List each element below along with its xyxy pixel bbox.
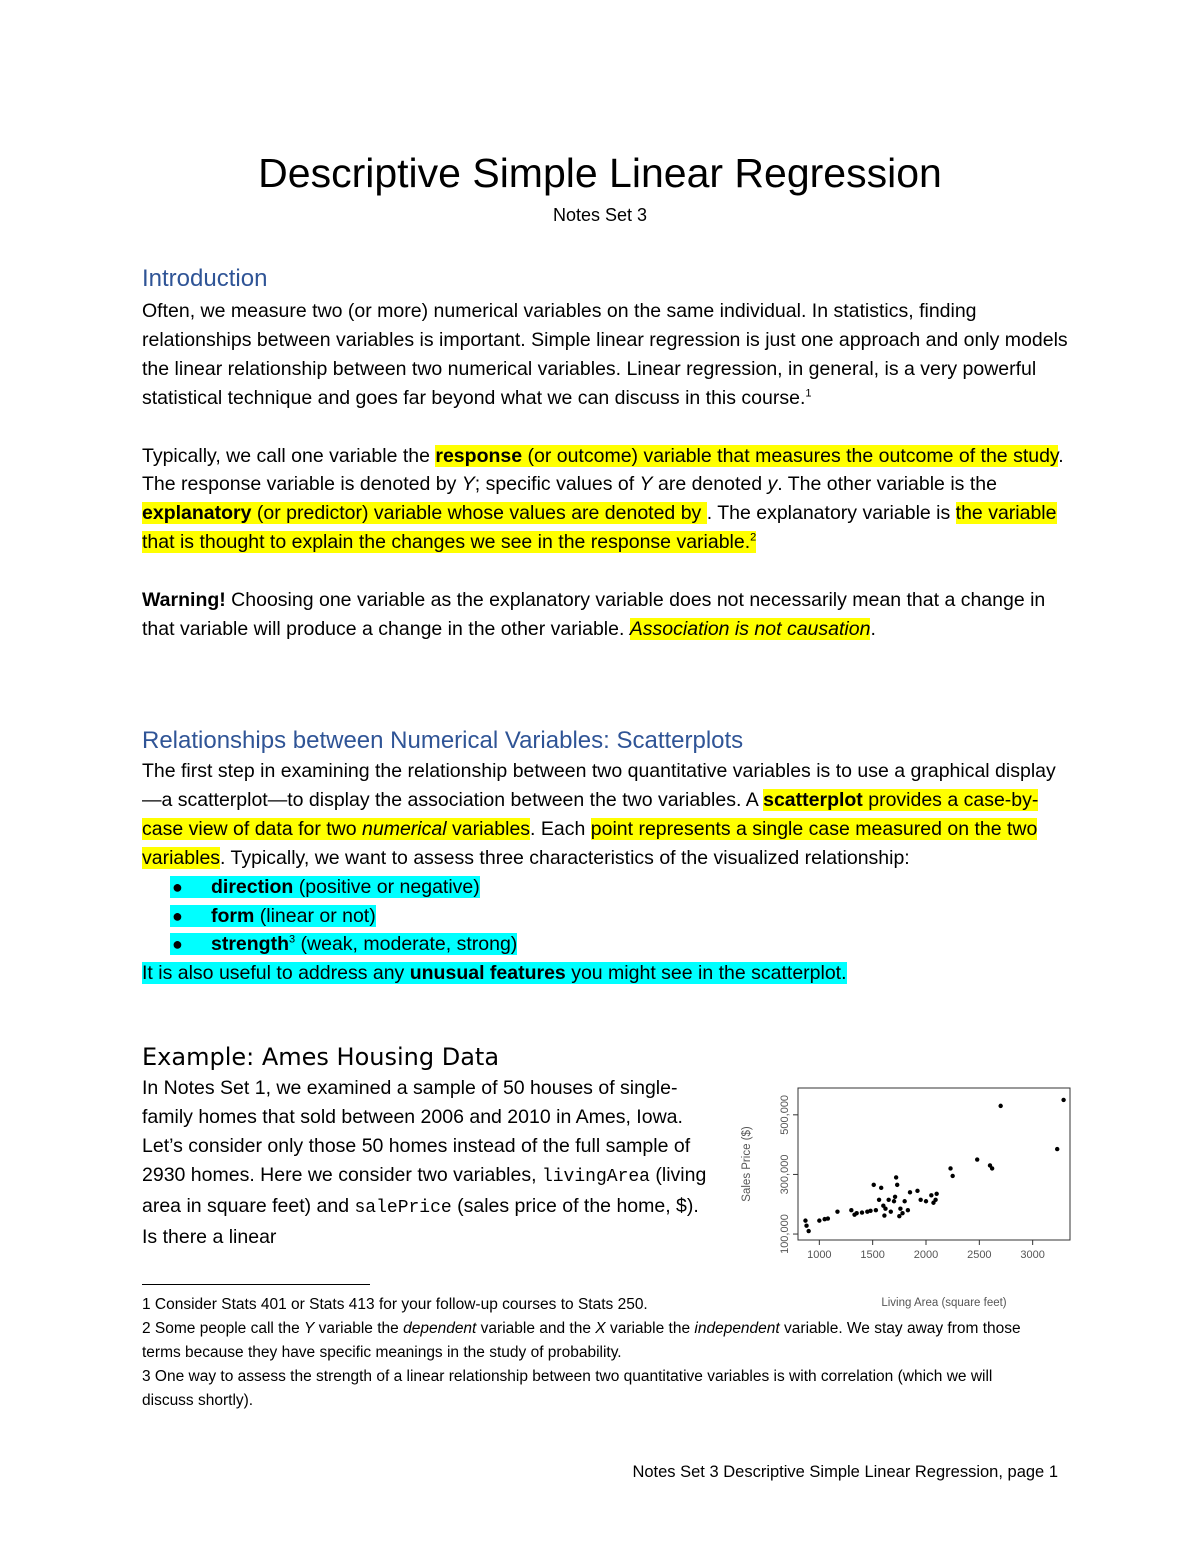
data-point [893, 1195, 897, 1199]
data-point [826, 1216, 830, 1220]
x-tick-label: 2500 [967, 1249, 992, 1261]
term-response: response [435, 444, 523, 467]
example-paragraph [142, 1074, 707, 1251]
data-point [934, 1192, 938, 1196]
text-run: form [211, 904, 255, 927]
data-point [933, 1198, 937, 1202]
text-run: . Typically, we want to assess three characteristics of the visualized relationship: [220, 846, 910, 869]
footnote-ref-3: 3 [289, 933, 296, 946]
data-point [975, 1157, 979, 1161]
text-run: you might see in the scatterplot. [565, 962, 847, 985]
text-run: dependent [403, 1320, 477, 1337]
data-point [872, 1183, 876, 1187]
var-Y: Y [639, 473, 653, 496]
x-tick-label: 2000 [913, 1249, 939, 1261]
var-salePrice: salePrice [354, 1197, 452, 1218]
y-tick-label: 300,000 [779, 1154, 791, 1195]
x-tick-label: 1000 [807, 1249, 832, 1261]
text-run: . The explanatory variable is [706, 502, 956, 525]
text-run: (positive or negative) [293, 875, 480, 898]
text-run: are denoted [652, 473, 768, 496]
intro-heading: Introduction [142, 265, 268, 292]
text-run: In Notes Set 1, we examined a sample of 50 houses of single-family homes that sold between 2006 and 2010 in Ames, Iowa. Let’s consider only those 50 homes instead of the full sample of 2930 homes. Here we consider two variables, [142, 1077, 691, 1186]
scatterplots-paragraph [142, 757, 1072, 873]
text-run: variable the [314, 1320, 404, 1337]
list-item [142, 930, 1072, 959]
example-heading: Example: Ames Housing Data [142, 1043, 500, 1071]
bullet-icon: ● [172, 905, 183, 926]
text-run: provides a case-by-case view of data for two [142, 788, 1039, 840]
data-point [929, 1193, 933, 1197]
text-run: (or predictor) variable whose values are denoted by [251, 502, 707, 525]
text-run: (or outcome) variable that measures the outcome of the study [522, 444, 1059, 467]
var-livingArea: livingArea [541, 1166, 650, 1187]
text-run: Typically, we call one variable the [142, 444, 436, 467]
data-point [1061, 1098, 1065, 1102]
text-run: unusual features [409, 962, 566, 985]
data-point [889, 1209, 893, 1213]
data-point [915, 1189, 919, 1193]
footnote-3: 3 One way to assess the strength of a linear relationship between two quantitative variables is with correlation (which we will discuss shortly). [142, 1368, 993, 1409]
text-run: . The other variable is the [777, 473, 997, 496]
text-run: . [870, 617, 876, 640]
text-run: It is also useful to address any [142, 962, 410, 985]
text-run: variable the [605, 1320, 695, 1337]
data-point [817, 1218, 821, 1222]
y-axis-label: Sales Price ($) [741, 1126, 753, 1202]
data-point [868, 1209, 872, 1213]
page-footer: Notes Set 3 Descriptive Simple Linear Regression, page 1 [632, 1463, 1058, 1481]
response-paragraph [142, 442, 1072, 558]
data-point [1055, 1147, 1059, 1151]
warning-label: Warning! [142, 589, 226, 612]
text-run: . The response variable is denoted by [142, 444, 1064, 496]
text-run: point represents a single case measured on the two variables [142, 817, 1038, 869]
text-run: (linear or not) [254, 904, 376, 927]
var-y: y [767, 473, 778, 496]
data-point [990, 1166, 994, 1170]
x-axis-label: Living Area (square feet) [881, 1297, 1007, 1309]
intro-paragraph-text: Often, we measure two (or more) numerical variables on the same individual. In statistics, finding relationships between variables is important. Simple linear regression is just one approach and only models the linear relationship between two numerical variables. Linear regression, in general, is a very powerful statistical technique and goes far beyond what we can discuss in this course. [142, 300, 1068, 409]
unusual-features-line [142, 962, 847, 984]
text-run: independent [694, 1320, 780, 1337]
data-point [854, 1211, 858, 1215]
footnote-2 [142, 1317, 1042, 1365]
data-point [886, 1198, 890, 1202]
list-item [142, 902, 1072, 931]
data-point [883, 1207, 887, 1211]
warning-paragraph [142, 586, 1072, 644]
data-point [950, 1174, 954, 1178]
data-point [882, 1213, 886, 1217]
footnote-ref-1: 1 [805, 387, 812, 400]
footnote-ref-2: 2 [750, 531, 757, 544]
bullet-icon: ● [172, 876, 183, 897]
y-tick-label: 100,000 [779, 1214, 791, 1254]
data-point [892, 1199, 896, 1203]
term-scatterplot: scatterplot [763, 788, 863, 811]
text-run: Choosing one variable as the explanatory variable does not necessarily mean that a change in that variable will produce a change in the other variable. [142, 589, 1046, 640]
text-run: (weak, moderate, strong) [295, 933, 518, 956]
data-point [998, 1104, 1002, 1108]
data-point [918, 1198, 922, 1202]
data-point [908, 1190, 912, 1194]
data-point [902, 1199, 906, 1203]
text-run: . Each [530, 817, 591, 840]
var-Y: Y [461, 473, 475, 496]
list-item [142, 873, 1072, 902]
data-point [900, 1211, 904, 1215]
text-run: variable. We stay away from those terms because they have specific meanings in the study of probability. [142, 1320, 1021, 1361]
plot-frame [798, 1088, 1070, 1240]
data-point [860, 1210, 864, 1214]
data-point [849, 1208, 853, 1212]
text-run: direction [211, 875, 294, 898]
association-note: Association is not causation [629, 617, 871, 640]
text-run: (sales price of the home, $). Is there a linear [142, 1194, 699, 1248]
page-subtitle: Notes Set 3 [552, 205, 648, 225]
data-point [804, 1223, 808, 1227]
data-point [898, 1207, 902, 1211]
text-run: The first step in examining the relationship between two quantitative variables is to use a graphical display—a scatterplot—to display the association between the two variables. A [142, 760, 1056, 811]
characteristics-list [142, 873, 1072, 960]
y-tick-label: 500,000 [779, 1094, 791, 1135]
text-run: X [595, 1320, 606, 1337]
data-point [924, 1199, 928, 1203]
text-run: (living area in square feet) and [142, 1163, 707, 1217]
text-run: Y [304, 1320, 315, 1337]
footnote-divider [142, 1284, 370, 1285]
text-run: numerical [362, 817, 447, 840]
page-title: Descriptive Simple Linear Regression [258, 150, 942, 196]
bullet-icon: ● [172, 934, 183, 955]
text-run: variable and the [476, 1320, 596, 1337]
data-point [906, 1208, 910, 1212]
data-point [895, 1183, 899, 1187]
data-point [879, 1186, 883, 1190]
scatterplots-section [142, 757, 1072, 988]
data-point [874, 1208, 878, 1212]
text-run: variables [446, 817, 531, 840]
ames-scatterplot [735, 1080, 1085, 1315]
scatterplots-heading: Relationships between Numerical Variables: Scatterplots [142, 727, 744, 754]
data-point [803, 1218, 807, 1222]
x-tick-label: 3000 [1020, 1249, 1045, 1261]
footnotes [142, 1293, 1042, 1413]
data-point [806, 1229, 810, 1233]
term-explanatory: explanatory [142, 502, 252, 525]
data-point [894, 1175, 898, 1179]
text-run: 2 Some people call the [142, 1320, 304, 1337]
data-point [948, 1166, 952, 1170]
intro-section [142, 297, 1072, 644]
data-point [835, 1209, 839, 1213]
footnote-1: 1 Consider Stats 401 or Stats 413 for your follow-up courses to Stats 250. [142, 1296, 648, 1313]
intro-paragraph [142, 297, 1072, 413]
text-run: ; specific values of [474, 473, 640, 496]
data-point [877, 1198, 881, 1202]
x-tick-label: 1500 [860, 1249, 885, 1261]
text-run: the variable that is thought to explain the changes we see in the response variable. [142, 502, 1057, 554]
text-run: strength [211, 933, 289, 956]
